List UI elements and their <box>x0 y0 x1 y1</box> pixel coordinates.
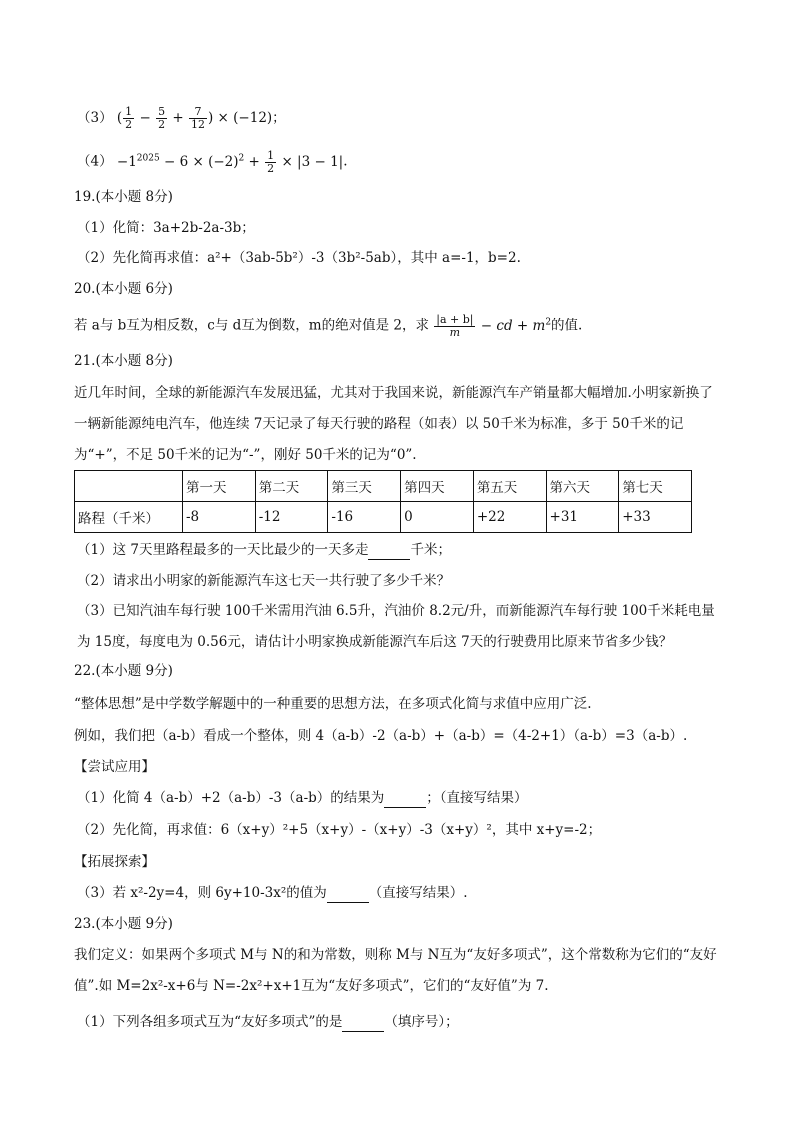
q22-part3 <box>77 883 468 903</box>
table-cell: -12 <box>255 502 328 533</box>
q20-heading: 20.(本小题 6分) <box>74 281 173 297</box>
q18-part4-label: （4） <box>77 153 113 170</box>
table-header-cell: 第一天 <box>183 471 256 502</box>
q21-part1-before: （1）这 7天里路程最多的一天比最少的一天多走 <box>77 542 369 558</box>
q23-part1-after: （填序号）； <box>384 1014 459 1030</box>
q18-part4 <box>77 148 348 175</box>
q23-part1-before: （1）下列各组多项式互为“友好多项式”的是 <box>77 1014 343 1030</box>
table-cell: -8 <box>183 502 256 533</box>
answer-blank <box>368 545 410 560</box>
q19-heading: 19.(本小题 8分) <box>74 189 173 205</box>
q20-text-after: 的值. <box>551 317 583 334</box>
q18-part3-expression: ( $\frac{1}{2}$ − $\frac{5}{2}$ + $\frac{7}{12}$ ) × (−12) <box>116 105 273 131</box>
q22-part3-after: （直接写结果）. <box>368 885 468 901</box>
q20-expression: $\frac{|a + b|}{m}$ − cd + $m^2$ <box>436 312 552 339</box>
q18-part4-expression: $-1^{2025} - 6 \times (-2)^2$ + $\frac{1}{2}$ × |3 − 1| <box>116 148 344 175</box>
table-cell: +33 <box>619 502 692 533</box>
q18-part3-tail: ； <box>272 110 286 126</box>
table-header-cell <box>75 471 183 502</box>
q21-part3: （3）已知汽油车每行驶 100千米需用汽油 6.5升，汽油价 8.2元/升，而新能源汽车每行驶 100千米耗电量为 15度，每度电为 0.56元，请估计小明家换成新能源汽车后这 7天的行驶费用比原来节省多少钱？ <box>77 603 715 650</box>
q22-try-title: 【尝试应用】 <box>74 759 155 775</box>
q21-part2: （2）请求出小明家的新能源汽车这七天一共行驶了多少千米？ <box>77 573 451 589</box>
table-header-cell: 第六天 <box>546 471 619 502</box>
table-row <box>75 502 692 533</box>
answer-blank <box>327 888 369 903</box>
q21-part1-after: 千米； <box>410 542 451 558</box>
q22-part1 <box>77 788 528 808</box>
table-header-cell: 第二天 <box>255 471 328 502</box>
table-cell: -16 <box>328 502 401 533</box>
table-cell: +22 <box>473 502 546 533</box>
answer-blank <box>342 1017 384 1032</box>
q21-mileage-table <box>74 470 692 533</box>
q23-part1 <box>77 1012 459 1032</box>
table-header-cell: 第四天 <box>401 471 474 502</box>
q19-part2: （2）先化简再求值：a²+（3ab-5b²）-3（3b²-5ab），其中 a=-1，b=2. <box>77 250 521 266</box>
q18-part3-label: （3） <box>77 110 113 126</box>
q20-text <box>74 312 582 339</box>
table-row-label: 路程（千米） <box>75 502 183 533</box>
q22-part3-before: （3）若 x²-2y=4，则 6y+10-3x²的值为 <box>77 885 327 901</box>
q19-part1: （1）化简：3a+2b-2a-3b； <box>77 220 255 236</box>
table-header-cell: 第七天 <box>619 471 692 502</box>
q22-part1-after: ；（直接写结果） <box>426 790 528 806</box>
table-header-cell: 第五天 <box>473 471 546 502</box>
table-cell: 0 <box>401 502 474 533</box>
q22-part2: （2）先化简，再求值：6（x+y）²+5（x+y）-（x+y）-3（x+y）²，其中 x+y=-2； <box>77 822 602 838</box>
q21-part1 <box>77 540 451 560</box>
q21-intro: 近几年时间，全球的新能源汽车发展迅猛，尤其对于我国来说，新能源汽车产销量都大幅增加.小明家新换了一辆新能源纯电汽车，他连续 7天记录了每天行驶的路程（如表）以 50千米为标准，多于 50千米的记为“+”，不足 50千米的记为“-”，刚好 50千米的记为“0”. <box>74 385 713 463</box>
q22-part1-before: （1）化简 4（a-b）+2（a-b）-3（a-b）的结果为 <box>77 790 385 806</box>
q18-part4-tail: . <box>343 153 348 170</box>
q22-example: 例如，我们把（a-b）看成一个整体，则 4（a-b）-2（a-b）+（a-b）=（4-2+1）（a-b）=3（a-b）. <box>74 728 688 744</box>
q21-heading: 21.(本小题 8分) <box>74 353 173 369</box>
q23-heading: 23.(本小题 9分) <box>74 916 173 932</box>
table-header-cell: 第三天 <box>328 471 401 502</box>
q18-part3 <box>77 106 286 131</box>
table-cell: +31 <box>546 502 619 533</box>
q23-definition: 我们定义：如果两个多项式 M与 N的和为常数，则称 M与 N互为“友好多项式”，这个常数称为它们的“友好值”.如 M=2x²-x+6与 N=-2x²+x+1互为“友好多项式”，它们的“友好值”为 7. <box>74 947 717 994</box>
q22-explore-title: 【拓展探索】 <box>74 854 155 870</box>
q20-text-before: 若 a与 b互为相反数，c与 d互为倒数，m的绝对值是 2，求 <box>74 317 429 334</box>
q22-intro: “整体思想”是中学数学解题中的一种重要的思想方法，在多项式化简与求值中应用广泛. <box>74 696 592 712</box>
table-header-row <box>75 471 692 502</box>
q22-heading: 22.(本小题 9分) <box>74 663 173 679</box>
answer-blank <box>384 793 426 808</box>
